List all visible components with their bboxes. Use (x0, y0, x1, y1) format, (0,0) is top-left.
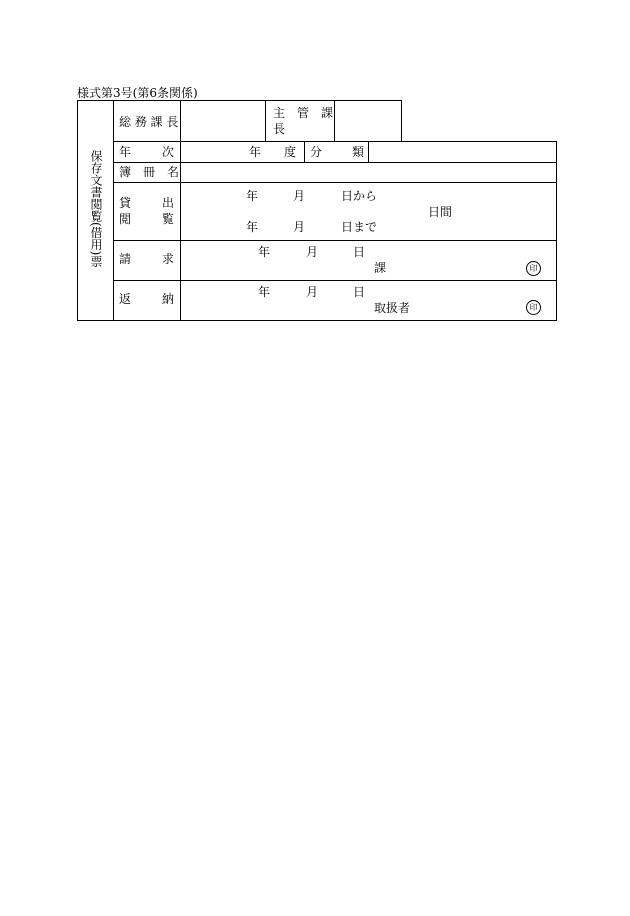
lend-label-left: 貸 (119, 196, 132, 210)
year-label-left: 年 (119, 145, 132, 159)
supervising-chief-seal-box[interactable] (335, 101, 401, 141)
classification-label-right: 類 (352, 145, 365, 159)
fiscal-year-suffix: 度 (284, 145, 297, 159)
lend-to-year: 年 (246, 220, 259, 234)
border-approval-1 (265, 100, 266, 141)
border-title-column (113, 100, 114, 321)
border-approval-3 (401, 100, 402, 141)
lend-days: 日間 (428, 205, 453, 219)
general-affairs-chief-label: 総 務 課 長 (119, 115, 179, 129)
lend-from-month: 月 (293, 189, 306, 203)
return-label-left: 返 (119, 292, 132, 306)
view-label-right: 覧 (162, 212, 175, 226)
lend-from-year: 年 (246, 189, 259, 203)
return-day: 日 (353, 285, 366, 299)
request-section: 課 (374, 261, 387, 275)
request-seal-icon: 印 (526, 261, 541, 276)
return-month: 月 (306, 285, 319, 299)
border-right (556, 141, 557, 321)
request-year: 年 (258, 245, 271, 259)
supervising-chief-label-line1: 主 管 課 (273, 106, 334, 120)
book-name-field[interactable] (181, 163, 556, 182)
lend-label-right: 出 (162, 196, 175, 210)
border-class-left (304, 141, 305, 162)
return-year: 年 (258, 285, 271, 299)
lend-to-month: 月 (293, 220, 306, 234)
classification-field[interactable] (369, 142, 556, 162)
request-day: 日 (353, 245, 366, 259)
year-label-right: 次 (162, 145, 175, 159)
lend-from-day: 日から (341, 189, 378, 203)
view-label-left: 閲 (119, 212, 132, 226)
request-label-left: 請 (119, 252, 132, 266)
return-label-right: 納 (162, 292, 175, 306)
form-number-label: 様式第3号(第6条関係) (77, 86, 198, 100)
lend-to-day: 日まで (341, 220, 378, 234)
classification-label-left: 分 (310, 145, 323, 159)
border-bottom (77, 320, 557, 321)
book-name-label: 簿 冊 名 (119, 165, 180, 179)
border-left (77, 100, 78, 321)
return-seal-icon: 印 (526, 300, 541, 315)
general-affairs-chief-seal-box[interactable] (181, 101, 265, 141)
supervising-chief-label-line2: 長 (273, 122, 286, 136)
return-handler: 取扱者 (374, 301, 411, 315)
request-month: 月 (306, 245, 319, 259)
fiscal-year-label: 年 (249, 145, 262, 159)
request-label-right: 求 (162, 252, 175, 266)
side-title: 保存文書閲覧(借用)票 (89, 150, 103, 268)
